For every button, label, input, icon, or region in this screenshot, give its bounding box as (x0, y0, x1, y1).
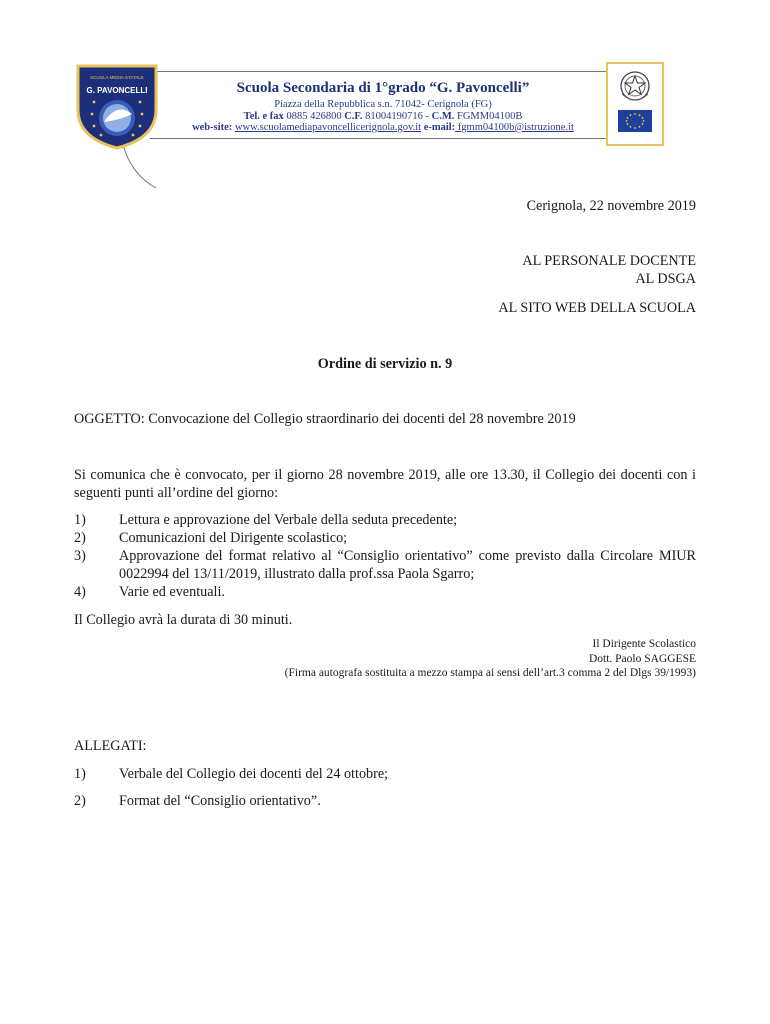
recipient-dsga: AL DSGA (635, 271, 696, 287)
italian-emblem-icon (621, 72, 649, 100)
list-item-number: 4) (74, 584, 86, 600)
cm-label: C.M. (431, 111, 455, 122)
tel-value: 0885 426800 (283, 111, 345, 122)
logo-text-name: G. PAVONCELLI (86, 86, 148, 95)
web-label: web-site: (192, 122, 233, 133)
list-item (74, 547, 696, 583)
letter-date: Cerignola, 22 novembre 2019 (526, 198, 696, 214)
attachment-text: Verbale del Collegio dei docenti del 24 ottobre; (119, 766, 389, 782)
order-title: Ordine di servizio n. 9 (317, 356, 453, 372)
website-link[interactable]: www.scuolamediapavoncellicerignola.gov.it (234, 122, 422, 133)
cm-value: FGMM04100B (454, 111, 523, 122)
list-item (74, 511, 696, 529)
letterhead-bottom-rule (150, 138, 606, 139)
agenda-list (74, 511, 696, 601)
attachment-number: 2) (74, 793, 86, 809)
signature-role: Il Dirigente Scolastico (592, 638, 696, 650)
attachment-item (74, 765, 696, 783)
list-item-text: Varie ed eventuali. (119, 584, 225, 600)
list-item (74, 529, 696, 547)
attachment-item (74, 792, 696, 810)
recipient-website: AL SITO WEB DELLA SCUOLA (498, 300, 696, 316)
crest-box (606, 62, 664, 146)
list-item-text: Lettura e approvazione del Verbale della seduta precedente; (119, 512, 458, 528)
attachment-number: 1) (74, 766, 86, 782)
list-item (74, 583, 696, 601)
list-item-number: 3) (74, 548, 86, 564)
school-contacts (160, 111, 606, 122)
school-logo (74, 62, 160, 150)
signature-note: (Firma autografa sostituita a mezzo stampa ai sensi dell’art.3 comma 2 del Dlgs 39/1993) (284, 667, 696, 679)
school-address: Piazza della Repubblica s.n. 71042- Cerignola (FG) (274, 99, 492, 110)
logo-text-top: SCUOLA MEDIA STATALE (90, 75, 144, 80)
intro-paragraph: Si comunica che è convocato, per il giorno 28 novembre 2019, alle ore 13.30, il Collegio dei docenti con i seguenti punti all’ordine del giorno: (74, 467, 696, 501)
tel-label: Tel. e fax (243, 111, 284, 122)
email-label: e-mail: (421, 122, 456, 133)
school-web (160, 122, 606, 133)
list-item-text: Comunicazioni del Dirigente scolastico; (119, 530, 348, 546)
subject-line: OGGETTO: Convocazione del Collegio straordinario dei docenti del 28 novembre 2019 (74, 411, 576, 427)
email-link[interactable]: fgmm04100b@istruzione.it (455, 122, 574, 133)
eu-flag-icon (618, 110, 652, 132)
signature-name: Dott. Paolo SAGGESE (588, 653, 696, 665)
letterhead-top-rule (128, 71, 606, 72)
recipient-teachers: AL PERSONALE DOCENTE (522, 253, 696, 269)
list-item-text: Approvazione del format relativo al “Consiglio orientativo” come previsto dalla Circolare MIUR 0022994 del 13/11/2019, illustrato dalla prof.ssa Paola Sgarro; (119, 548, 696, 582)
list-item-number: 2) (74, 530, 86, 546)
school-title: Scuola Secondaria di 1°grado “G. Pavoncelli” (236, 80, 530, 96)
attachments-heading: ALLEGATI: (74, 738, 147, 754)
duration-note: Il Collegio avrà la durata di 30 minuti. (74, 612, 293, 628)
emblem-group (608, 64, 662, 144)
cf-value: 81004190716 - (362, 111, 432, 122)
cf-label: C.F. (344, 111, 363, 122)
list-item-number: 1) (74, 512, 86, 528)
attachment-text: Format del “Consiglio orientativo”. (119, 793, 321, 809)
